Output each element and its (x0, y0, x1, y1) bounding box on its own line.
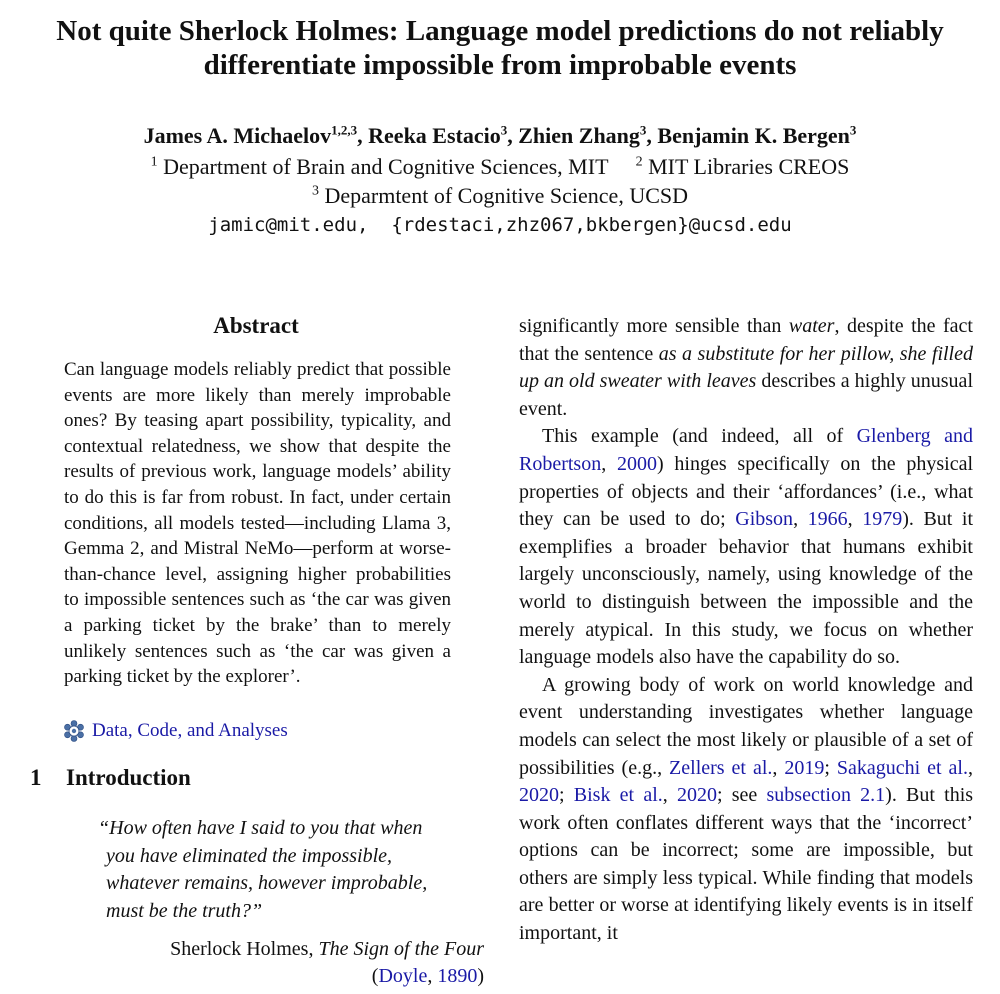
text: , (601, 452, 617, 475)
quote-line: “How often have I said to you that when (98, 817, 423, 839)
author-affil: 3 (849, 122, 857, 138)
quote-line: must be the truth?” (106, 899, 263, 922)
affiliation-line-1 (0, 153, 1000, 181)
text: A growing body of work on world knowledge and event understanding investigates whether language models can select the most likely or plausible of a set of possibilities (e.g., (519, 673, 973, 779)
affiliation-line-2 (0, 182, 1000, 210)
author-name: James A. Michaelov (143, 123, 332, 148)
author-affil: 3 (639, 122, 647, 138)
text: ; see (716, 784, 767, 807)
text: ) hinges specifically on the physical properties of objects and their ‘affordances’ (i.e., what they can be used to do; (519, 452, 974, 531)
author-emails (0, 212, 1000, 238)
attribution-author: Sherlock Holmes, (170, 938, 319, 960)
text: ; (824, 756, 837, 779)
author-affil: 1,2,3 (331, 122, 358, 138)
text: ; (559, 784, 574, 807)
citation-gibson-1966[interactable]: 1966 (807, 508, 848, 531)
cite-paren: ) (477, 965, 484, 987)
text: ). But it exemplifies a broader behavior that humans exhibit largely unconsciously, namely, using knowledge of the world to distinguish between the impossible and the merely atypical. In this study, we focus on whether language models also have the capability do so. (519, 508, 974, 669)
italic-text: as a substitute for her pillow, she filled up an old sweater with leaves (519, 342, 973, 393)
affiliation-mit-bcs: Department of Brain and Cognitive Sciences, MIT (163, 154, 609, 179)
data-code-link[interactable] (62, 718, 288, 744)
paper-title (0, 14, 1000, 82)
epigraph-quote (98, 815, 488, 925)
text: , (772, 756, 785, 779)
citation-glenberg[interactable]: Glenberg and Robertson (519, 425, 973, 475)
author-name: Zhien Zhang (518, 123, 640, 148)
text: , (968, 756, 973, 779)
author-name: Reeka Estacio (368, 123, 501, 148)
affiliation-ucsd: Deparmtent of Cognitive Science, UCSD (324, 183, 689, 208)
text: significantly more sensible than (519, 315, 789, 337)
paragraph-affordances (519, 423, 973, 671)
quote-line: whatever remains, however improbable, (106, 872, 428, 895)
citation-bisk[interactable]: Bisk et al. (573, 784, 663, 807)
author-affil: 3 (500, 122, 508, 138)
citation-doyle-author[interactable]: Doyle (378, 965, 428, 987)
section-heading-introduction (30, 763, 191, 793)
paragraph-world-knowledge (519, 672, 973, 948)
title-line-2: differentiate impossible from improbable events (203, 49, 797, 81)
affiliation-number: 2 (635, 154, 643, 170)
text: , (793, 508, 808, 531)
text: This example (and indeed, all of (542, 425, 857, 448)
text: , (662, 784, 677, 807)
abstract-body: Can language models reliably predict that possible events are more likely than merely improbable ones? By teasing apart possibility, typicality, and contextual relatedness, we show that despite the results of previous work, language models’ ability to do this is far from robust. In fact, under certain conditions, all models tested—including Llama 3, Gemma 2, and Mistral NeMo—perform at worse-than-chance level, assigning higher probabilities to impossible sentences such as ‘the car was given a parking ticket by the brake’ than to merely unlikely sentences such as ‘the car was given a parking ticket by the explorer’. (64, 359, 451, 688)
citation-sakaguchi[interactable]: Sakaguchi et al. (836, 756, 968, 779)
citation-sakaguchi-year[interactable]: 2020 (519, 784, 559, 807)
title-line-1: Not quite Sherlock Holmes: Language model predictions do not reliably (56, 15, 944, 47)
epigraph-citation (372, 963, 484, 990)
italic-text: water (788, 315, 835, 337)
text: describes a highly unusual event. (519, 370, 973, 420)
abstract-heading: Abstract (213, 313, 299, 338)
author-name: Benjamin K. Bergen (657, 123, 850, 148)
gear-flower-icon (62, 719, 86, 743)
text: ). But this work often conflates different ways that the ‘incorrect’ options can be incorrect; some are impossible, but others are simply less typical. While finding that models are better or worse at identifying likely events is in itself important, it (519, 784, 974, 945)
citation-gibson[interactable]: Gibson (735, 508, 794, 531)
citation-glenberg-year[interactable]: 2000 (617, 452, 657, 475)
attribution-work: The Sign of the Four (318, 938, 484, 960)
email-text: jamic@mit.edu, {rdestaci,zhz067,bkbergen}@ucsd.edu (208, 214, 792, 236)
citation-zellers[interactable]: Zellers et al. (669, 756, 773, 779)
affiliation-mit-libraries: MIT Libraries CREOS (648, 154, 850, 179)
cite-sep: , (427, 965, 438, 987)
cite-paren: ( (371, 965, 379, 987)
paragraph-continued (519, 313, 973, 423)
right-column (519, 313, 973, 948)
author-list: James A. Michaelov$^{1,2,3}$, Reeka Estacio$^3$, Zhien Zhang$^3$, Benjamin K. Bergen$^3$ (143, 122, 857, 148)
citation-gibson-1979[interactable]: 1979 (862, 508, 903, 531)
section-title: Introduction (66, 765, 191, 790)
text: , (847, 508, 863, 531)
affiliation-number: 3 (311, 183, 319, 199)
quote-line: you have eliminated the impossible, (106, 844, 393, 867)
section-number: 1 (30, 765, 42, 790)
citation-zellers-year[interactable]: 2019 (784, 756, 825, 779)
data-code-link-label[interactable]: Data, Code, and Analyses (92, 720, 288, 741)
citation-doyle-year[interactable]: 1890 (437, 965, 478, 987)
affiliation-number: 1 (150, 154, 158, 170)
epigraph-attribution (170, 936, 484, 963)
text: , despite the fact that the sentence (519, 315, 973, 365)
section-ref-2-1[interactable]: subsection 2.1 (766, 784, 886, 807)
citation-bisk-year[interactable]: 2020 (676, 784, 717, 807)
